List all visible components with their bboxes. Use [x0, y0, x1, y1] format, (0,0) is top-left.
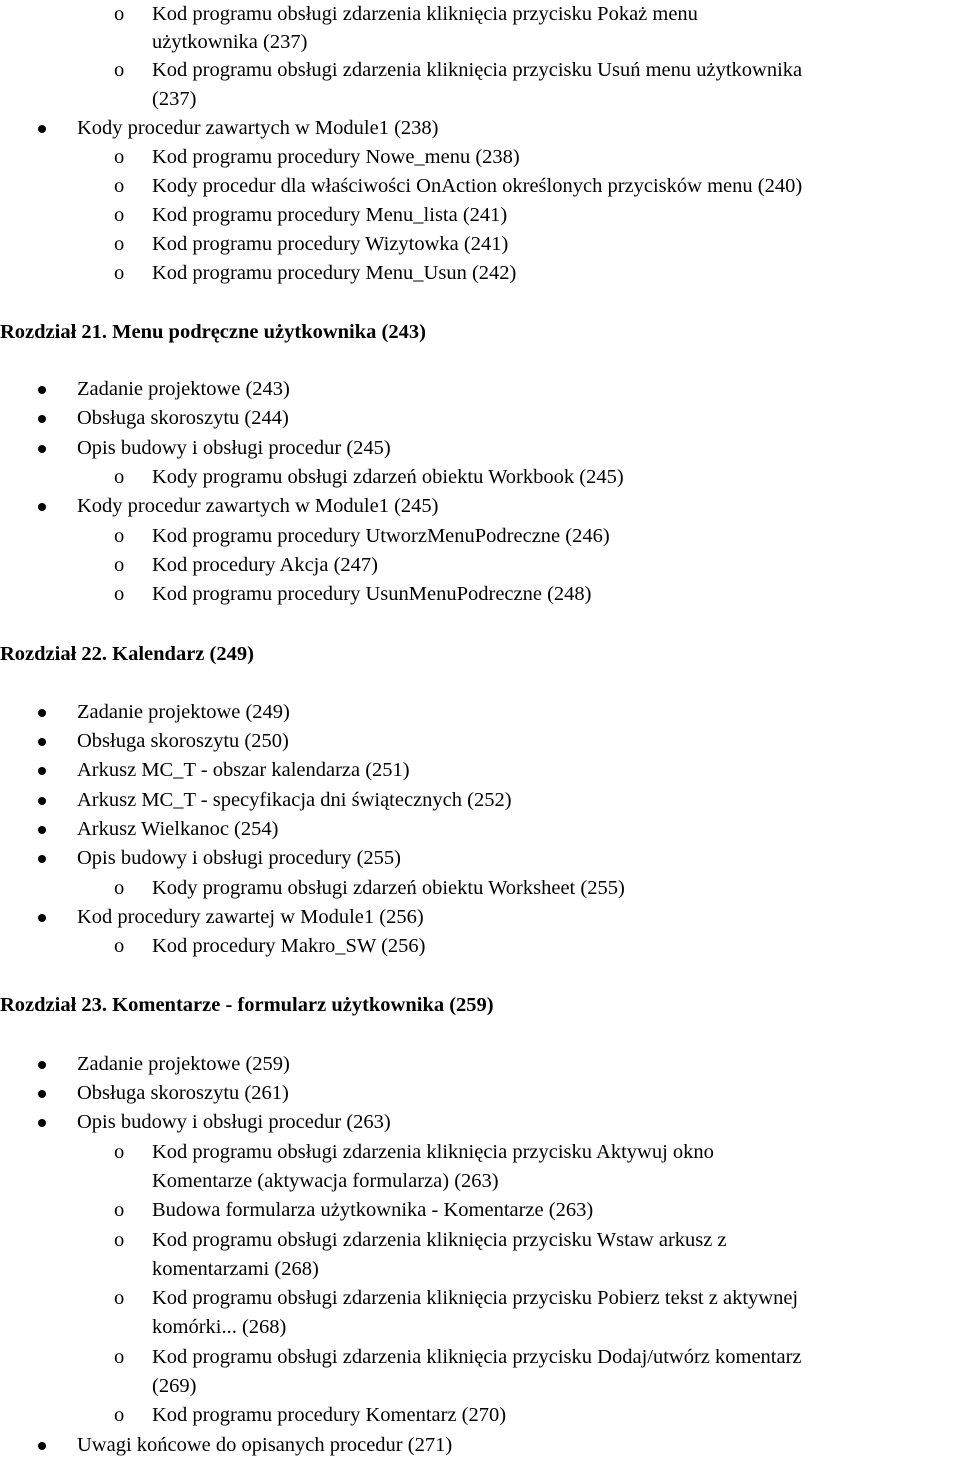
bullet-o-marker: o	[114, 877, 125, 899]
toc-item-text: Kod programu procedury Menu_lista (241)	[152, 204, 508, 226]
toc-item	[0, 1431, 960, 1460]
toc-item-text: komentarzami (268)	[152, 1258, 319, 1280]
bullet-o-marker: o	[114, 204, 125, 226]
chapter-title: Rozdział 23. Komentarze - formularz użytkownika (259)	[0, 994, 494, 1016]
toc-item-text: komórki... (268)	[152, 1316, 287, 1338]
bullet-dot-icon	[38, 125, 46, 133]
toc-subitem	[0, 551, 960, 580]
toc-subitem	[0, 1138, 960, 1167]
bullet-dot-icon	[38, 1119, 46, 1127]
bullet-o-marker: o	[114, 935, 125, 957]
toc-item-text: Zadanie projektowe (249)	[77, 701, 290, 723]
toc-item-text: Arkusz Wielkanoc (254)	[77, 818, 279, 840]
toc-subitem	[0, 56, 960, 85]
toc-item-text: Kod programu procedury Komentarz (270)	[152, 1404, 507, 1426]
bullet-dot-icon	[38, 914, 46, 922]
bullet-o-marker: o	[114, 583, 125, 605]
toc-item-text: Kod programu obsługi zdarzenia kliknięcia przycisku Wstaw arkusz z	[152, 1229, 727, 1251]
toc-item-text: Kody procedur dla właściwości OnAction określonych przycisków menu (240)	[152, 175, 803, 197]
toc-subitem-continuation	[0, 85, 960, 114]
bullet-dot-icon	[38, 503, 46, 511]
toc-item-text: Kod procedury Akcja (247)	[152, 554, 379, 576]
toc-item	[0, 1108, 960, 1137]
toc-subitem	[0, 874, 960, 903]
toc-item	[0, 114, 960, 143]
toc-subitem	[0, 259, 960, 288]
bullet-o-marker: o	[114, 3, 125, 25]
bullet-dot-icon	[38, 445, 46, 453]
toc-item-text: Kod programu obsługi zdarzenia kliknięcia przycisku Aktywuj okno	[152, 1141, 714, 1163]
toc-item-text: Kod procedury Makro_SW (256)	[152, 935, 426, 957]
bullet-o-marker: o	[114, 1346, 125, 1368]
toc-item-text: Kody programu obsługi zdarzeń obiektu Workbook (245)	[152, 466, 624, 488]
toc-item-text: użytkownika (237)	[152, 31, 308, 53]
bullet-o-marker: o	[114, 466, 125, 488]
toc-item-text: (269)	[152, 1375, 197, 1397]
bullet-dot-icon	[38, 415, 46, 423]
toc-item-text: Kod programu procedury Nowe_menu (238)	[152, 146, 520, 168]
toc-subitem	[0, 201, 960, 230]
toc-item-text: Arkusz MC_T - specyfikacja dni świątecznych (252)	[77, 789, 512, 811]
bullet-dot-icon	[38, 797, 46, 805]
toc-subitem	[0, 172, 960, 201]
toc-item	[0, 903, 960, 932]
toc-item	[0, 815, 960, 844]
toc-item-text: Obsługa skoroszytu (244)	[77, 407, 289, 429]
toc-item	[0, 404, 960, 433]
toc-item-text: Obsługa skoroszytu (250)	[77, 730, 289, 752]
toc-item-text: Opis budowy i obsługi procedur (245)	[77, 437, 391, 459]
bullet-o-marker: o	[114, 554, 125, 576]
toc-subitem	[0, 143, 960, 172]
toc-item-text: Komentarze (aktywacja formularza) (263)	[152, 1170, 499, 1192]
toc-subitem	[0, 0, 960, 29]
toc-subitem-continuation	[0, 28, 960, 57]
chapter-heading	[0, 991, 960, 1020]
toc-item-text: Uwagi końcowe do opisanych procedur (271)	[77, 1434, 453, 1456]
bullet-o-marker: o	[114, 146, 125, 168]
toc-item-text: Obsługa skoroszytu (261)	[77, 1082, 289, 1104]
toc-item-text: Kody procedur zawartych w Module1 (238)	[77, 117, 439, 139]
toc-subitem	[0, 580, 960, 609]
toc-item-text: Kod procedury zawartej w Module1 (256)	[77, 906, 424, 928]
toc-item-text: Kod programu procedury Menu_Usun (242)	[152, 262, 517, 284]
toc-item	[0, 786, 960, 815]
toc-item-text: Kod programu procedury Wizytowka (241)	[152, 233, 509, 255]
bullet-o-marker: o	[114, 175, 125, 197]
toc-item	[0, 844, 960, 873]
toc-subitem-continuation	[0, 1372, 960, 1401]
bullet-o-marker: o	[114, 1229, 125, 1251]
toc-item-text: Kod programu obsługi zdarzenia kliknięcia przycisku Dodaj/utwórz komentarz	[152, 1346, 802, 1368]
toc-subitem	[0, 1284, 960, 1313]
toc-item-text: Kod programu obsługi zdarzenia kliknięcia przycisku Usuń menu użytkownika	[152, 59, 803, 81]
toc-item-text: Opis budowy i obsługi procedury (255)	[77, 847, 401, 869]
bullet-o-marker: o	[114, 59, 125, 81]
toc-subitem	[0, 1343, 960, 1372]
bullet-o-marker: o	[114, 262, 125, 284]
bullet-dot-icon	[38, 1061, 46, 1069]
bullet-dot-icon	[38, 709, 46, 717]
toc-item	[0, 756, 960, 785]
bullet-o-marker: o	[114, 1199, 125, 1221]
toc-item-text: Arkusz MC_T - obszar kalendarza (251)	[77, 759, 410, 781]
bullet-dot-icon	[38, 738, 46, 746]
toc-item	[0, 1079, 960, 1108]
toc-item	[0, 1050, 960, 1079]
toc-subitem	[0, 1401, 960, 1430]
toc-item	[0, 698, 960, 727]
toc-item-text: Kod programu procedury UsunMenuPodreczne (248)	[152, 583, 592, 605]
bullet-dot-icon	[38, 826, 46, 834]
toc-item-text: Kod programu procedury UtworzMenuPodreczne (246)	[152, 525, 610, 547]
toc-item	[0, 727, 960, 756]
toc-item-text: Kody programu obsługi zdarzeń obiektu Worksheet (255)	[152, 877, 625, 899]
bullet-o-marker: o	[114, 1141, 125, 1163]
bullet-dot-icon	[38, 386, 46, 394]
toc-subitem-continuation	[0, 1167, 960, 1196]
toc-item-text: Opis budowy i obsługi procedur (263)	[77, 1111, 391, 1133]
chapter-title: Rozdział 21. Menu podręczne użytkownika (243)	[0, 321, 426, 343]
chapter-heading	[0, 318, 960, 347]
toc-subitem	[0, 932, 960, 961]
bullet-dot-icon	[38, 1090, 46, 1098]
toc-item-text: Kody procedur zawartych w Module1 (245)	[77, 495, 439, 517]
toc-subitem	[0, 1196, 960, 1225]
toc-subitem	[0, 522, 960, 551]
bullet-o-marker: o	[114, 1287, 125, 1309]
chapter-title: Rozdział 22. Kalendarz (249)	[0, 643, 254, 665]
toc-item	[0, 375, 960, 404]
bullet-o-marker: o	[114, 233, 125, 255]
toc-item-text: Budowa formularza użytkownika - Komentarze (263)	[152, 1199, 594, 1221]
toc-subitem	[0, 463, 960, 492]
toc-subitem-continuation	[0, 1255, 960, 1284]
toc-item-text: Kod programu obsługi zdarzenia kliknięcia przycisku Pobierz tekst z aktywnej	[152, 1287, 799, 1309]
toc-item	[0, 434, 960, 463]
bullet-o-marker: o	[114, 1404, 125, 1426]
bullet-dot-icon	[38, 1442, 46, 1450]
toc-subitem	[0, 230, 960, 259]
toc-item-text: Zadanie projektowe (243)	[77, 378, 290, 400]
toc-item-text: Zadanie projektowe (259)	[77, 1053, 290, 1075]
toc-subitem-continuation	[0, 1313, 960, 1342]
toc-item-text: (237)	[152, 88, 197, 110]
toc-item	[0, 492, 960, 521]
toc-item-text: Kod programu obsługi zdarzenia kliknięcia przycisku Pokaż menu	[152, 3, 698, 25]
bullet-o-marker: o	[114, 525, 125, 547]
bullet-dot-icon	[38, 855, 46, 863]
bullet-dot-icon	[38, 767, 46, 775]
chapter-heading	[0, 640, 960, 669]
toc-subitem	[0, 1226, 960, 1255]
